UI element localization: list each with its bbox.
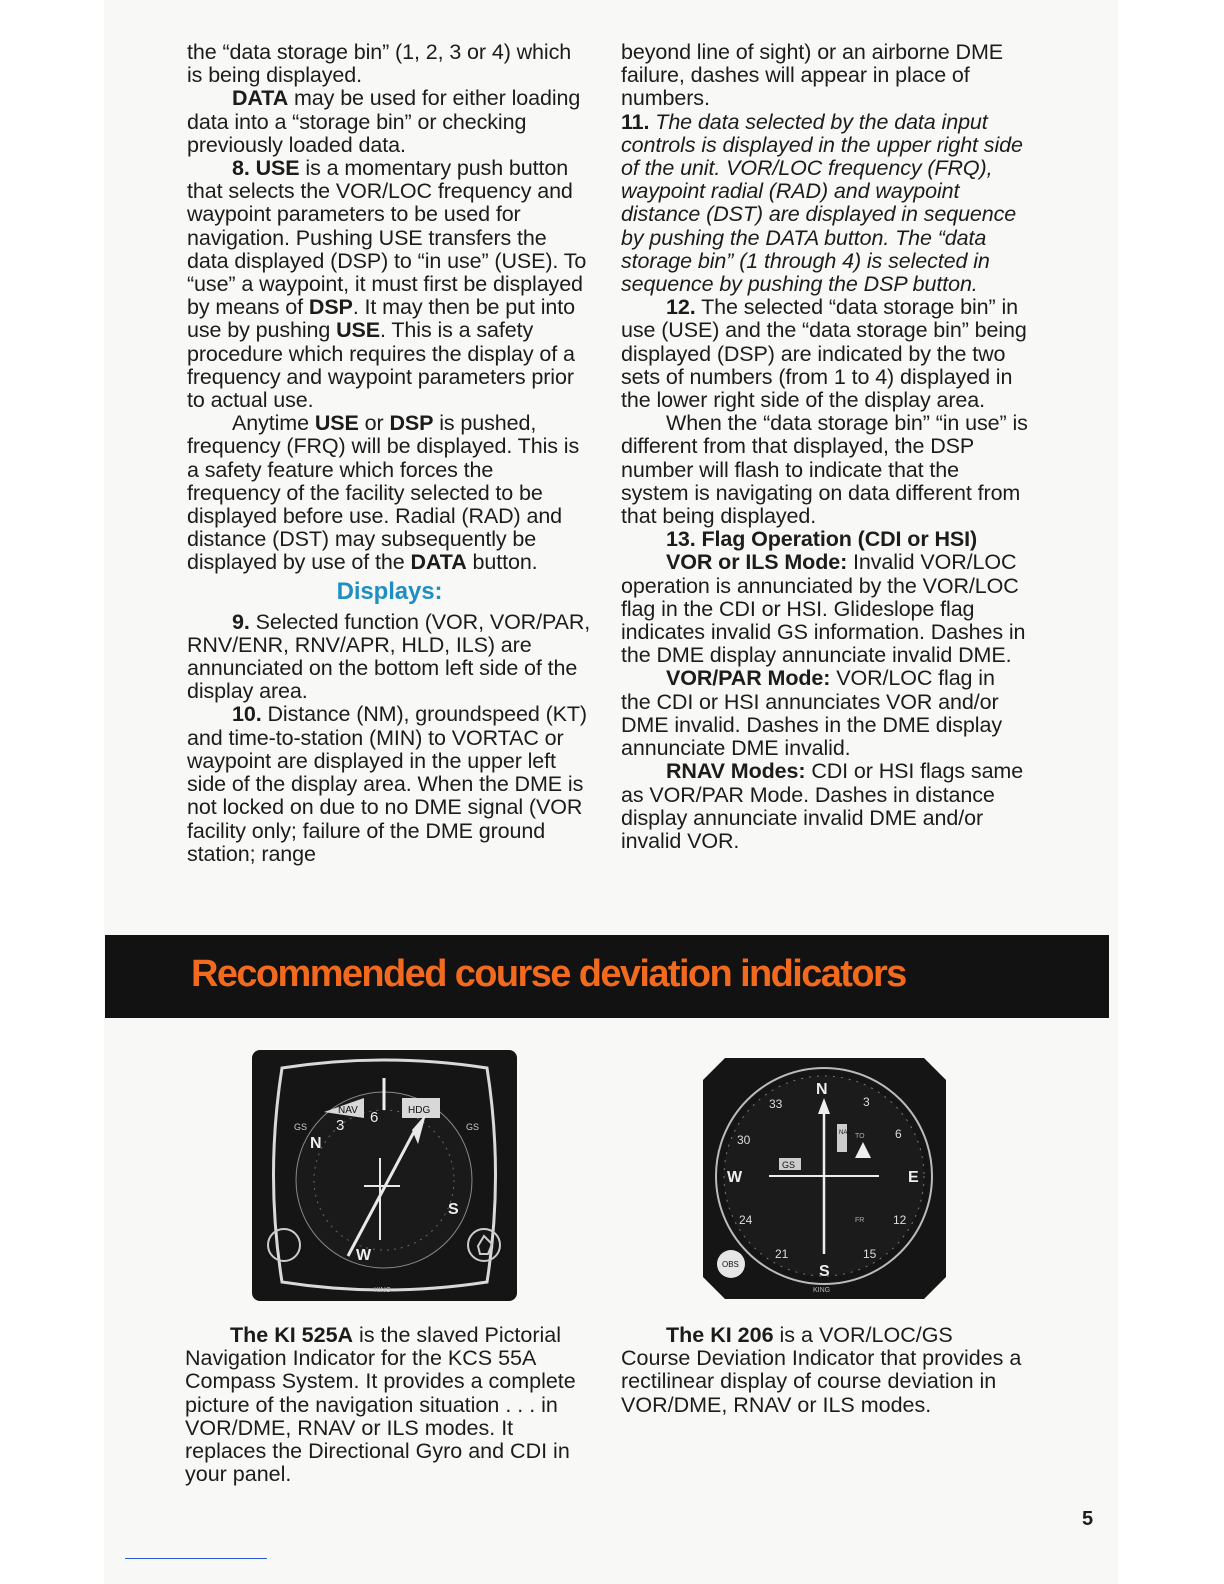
text: The data selected by the data input controls is displayed in the upper right side of the unit. VOR/LOC frequency (FRQ), waypoint radial (RAD) and waypoint distance (DST) are displayed in sequence by pushing the DATA button. The “data storage bin” (1 through 4) is selected in sequence by pushing the DSP button. (621, 109, 1023, 297)
paragraph (621, 111, 1029, 297)
banner-title: Recommended course deviation indicators (191, 953, 906, 995)
ki206-caption (621, 1324, 1026, 1417)
text: . This is a safety procedure which requires the display of a frequency and waypoint parameters prior to actual use. (187, 318, 575, 413)
paragraph (187, 611, 592, 704)
term: VOR or ILS Mode: (666, 550, 848, 575)
paragraph (621, 760, 1029, 853)
compass-30-label: 30 (737, 1133, 751, 1147)
text: Anytime (232, 411, 315, 436)
term: RNAV Modes: (666, 759, 806, 784)
text: beyond line of sight) or an airborne DME failure, dashes will appear in place of numbers. (621, 40, 1004, 111)
compass-3-label: 3 (863, 1095, 870, 1109)
paragraph (187, 703, 592, 865)
compass-21-label: 21 (775, 1247, 789, 1261)
compass-n-label: N (816, 1081, 828, 1098)
paragraph (187, 412, 592, 574)
paragraph (621, 41, 1029, 111)
term: DSP (389, 411, 434, 436)
compass-3-label: 3 (336, 1117, 345, 1134)
nav-flag-label: NAV (338, 1105, 358, 1116)
left-column (187, 41, 592, 866)
fr-label: FR (855, 1217, 865, 1224)
gs-left-label: GS (294, 1122, 308, 1132)
paragraph (621, 1324, 1026, 1417)
text: the “data storage bin” (1, 2, 3 or 4) which is being displayed. (187, 40, 572, 88)
text: may be used for either loading data into a “storage bin” or checking previously loaded data. (187, 86, 581, 157)
gs-flag-label: GS (782, 1160, 796, 1170)
ki206-cdi-icon (703, 1058, 946, 1299)
compass-6-label: 6 (895, 1127, 902, 1141)
paragraph (187, 41, 592, 87)
paragraph (187, 157, 592, 412)
nav-flag-label: NAV (839, 1130, 851, 1136)
text: Invalid VOR/LOC operation is annunciated by the VOR/LOC flag in the CDI or HSI. Glideslope flag indicates invalid GS information. Dashes in the DME display annunciate invalid DME. (621, 550, 1026, 668)
text: button. (466, 550, 538, 575)
hdg-flag-label: HDG (408, 1105, 431, 1116)
to-label: TO (855, 1133, 865, 1140)
paragraph (621, 412, 1029, 528)
term: DATA (232, 86, 289, 111)
text: Distance (NM), groundspeed (KT) and time-to-station (MIN) to VORTAC or waypoint are displayed in the upper left side of the display area. When the DME is not locked on due to no DME signal (VOR facility only; failure of the DME ground station; range (187, 702, 587, 866)
paragraph (621, 296, 1029, 412)
item-number: 9. (232, 609, 250, 634)
paragraph (621, 551, 1029, 667)
right-column (621, 41, 1029, 853)
compass-w-label: W (727, 1169, 743, 1186)
king-logo-label: KING (374, 1287, 392, 1294)
compass-s-label: S (819, 1263, 830, 1280)
ki525a-hsi-icon (252, 1050, 517, 1301)
compass-12-label: 12 (893, 1213, 907, 1227)
text: is a momentary push button that selects the VOR/LOC frequency and waypoint parameters to be used for navigation. Pushing USE transfers the data displayed (DSP) to “in use” (USE). To “use” a waypoint, it must first be displayed by means of (187, 156, 587, 320)
ki525a-instrument-image (252, 1050, 517, 1301)
compass-6-label: 6 (370, 1109, 379, 1126)
king-logo-label: KING (813, 1287, 831, 1294)
text: When the “data storage bin” “in use” is different from that displayed, the DSP number will flash to indicate that the system is navigating on data different from that being displayed. (621, 411, 1028, 529)
paragraph (187, 87, 592, 157)
item-number: 8. (232, 156, 256, 181)
compass-e-label: E (908, 1169, 919, 1186)
text: CDI or HSI flags same as VOR/PAR Mode. Dashes in distance display annunciate invalid DME and/or invalid VOR. (621, 759, 1024, 853)
item-number: 11. (621, 109, 650, 134)
ki525a-caption (185, 1324, 590, 1486)
gs-right-label: GS (466, 1122, 480, 1132)
compass-33-label: 33 (769, 1097, 783, 1111)
term: DATA (410, 550, 467, 575)
text: Selected function (VOR, VOR/PAR, RNV/ENR, RNV/APR, HLD, ILS) are annunciated on the bottom left side of the display area. (187, 609, 591, 704)
text: is a VOR/LOC/GS Course Deviation Indicator that provides a rectilinear display of course deviation in VOR/DME, RNAV or ILS modes. (621, 1323, 1022, 1417)
subheading: 13. Flag Operation (CDI or HSI) (666, 527, 978, 552)
section-heading: Displays: (336, 577, 443, 605)
compass-w-label: W (356, 1247, 372, 1264)
compass-24-label: 24 (739, 1213, 753, 1227)
ki206-instrument-image (703, 1058, 946, 1299)
term: VOR/PAR Mode: (666, 666, 831, 691)
compass-n-label: N (310, 1135, 322, 1152)
text: VOR/LOC flag in the CDI or HSI annunciates VOR and/or DME invalid. Dashes in the DME display annunciate DME invalid. (621, 666, 1002, 761)
page-number: 5 (1082, 1508, 1094, 1530)
item-number: 10. (232, 702, 262, 727)
product-name: The KI 525A (230, 1323, 354, 1347)
compass-15-label: 15 (863, 1247, 877, 1261)
term: DSP (308, 295, 353, 320)
footer-rule (125, 1558, 267, 1559)
compass-s-label: S (448, 1201, 459, 1218)
section-banner (105, 935, 1109, 1018)
product-name: The KI 206 (666, 1323, 774, 1347)
paragraph (621, 667, 1029, 760)
paragraph (185, 1324, 590, 1486)
text: is pushed, frequency (FRQ) will be displayed. This is a safety feature which forces the frequency of the facility selected to be displayed before use. Radial (RAD) and distance (DST) may subsequently be displayed by use of the (187, 411, 580, 575)
obs-knob-label: OBS (722, 1260, 739, 1269)
text: is the slaved Pictorial Navigation Indicator for the KCS 55A Compass System. It provides a complete picture of the navigation situation . . . in VOR/DME, RNAV or ILS modes. It replaces the Directional Gyro and CDI in your panel. (185, 1323, 576, 1487)
term: USE (314, 411, 359, 436)
text: The selected “data storage bin” in use (USE) and the “data storage bin” being displayed (DSP) are indicated by the two sets of numbers (from 1 to 4) displayed in the lower right side of the display area. (621, 295, 1027, 413)
text: . It may then be put into use by pushing (187, 295, 576, 343)
text: or (358, 411, 390, 436)
term: USE (255, 156, 300, 181)
term: USE (336, 318, 381, 343)
item-number: 12. (666, 295, 696, 320)
